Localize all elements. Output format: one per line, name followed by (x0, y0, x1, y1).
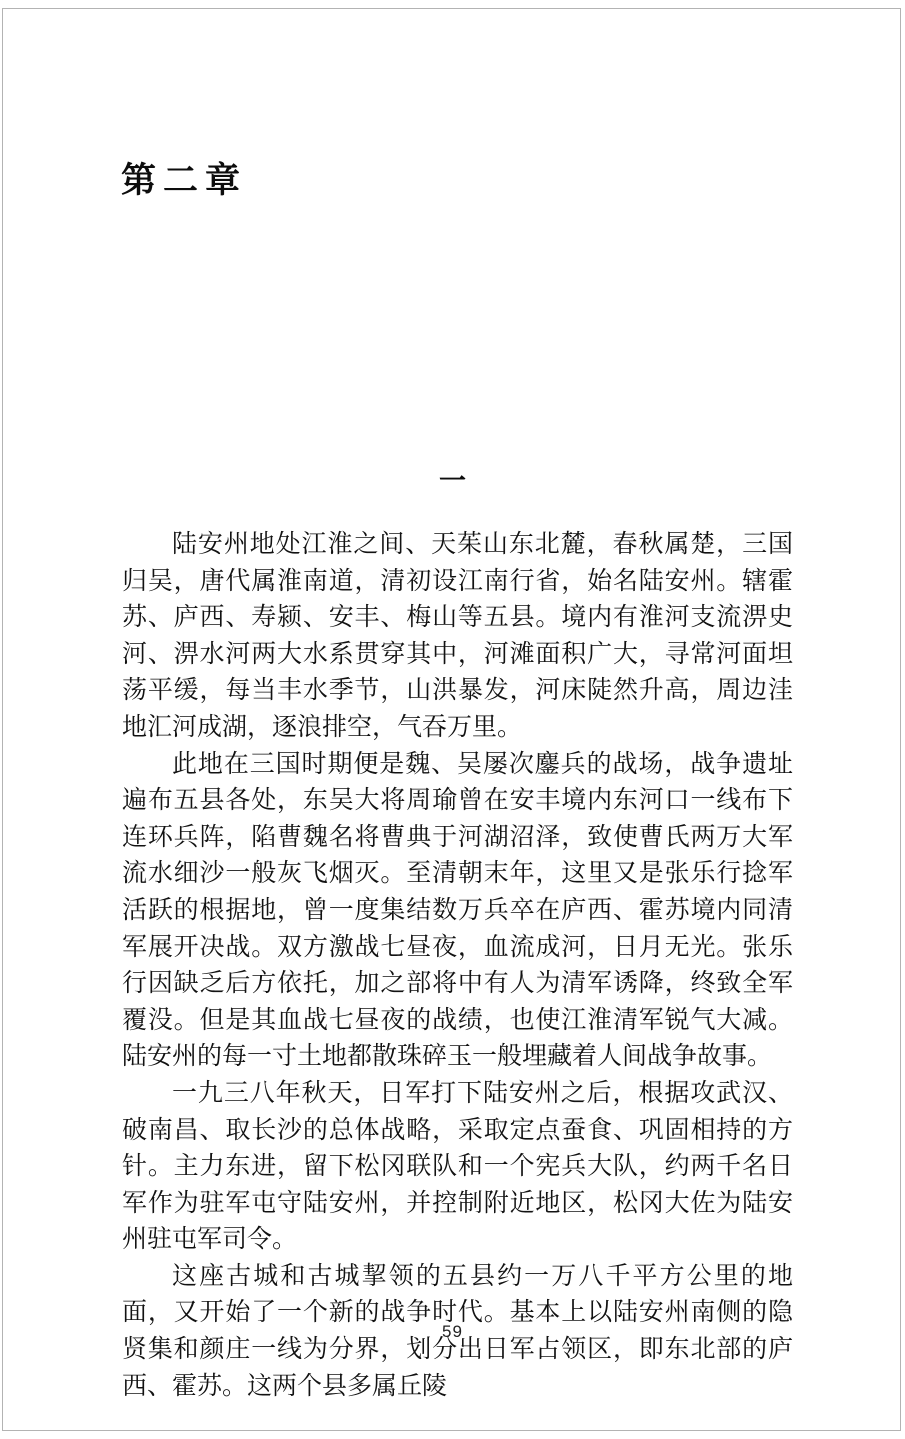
chapter-title: 第二章 (121, 161, 248, 200)
section-number: 一 (439, 466, 466, 496)
paragraph-region-intro: 陆安州地处江淮之间、天茱山东北麓，春秋属楚，三国归吴，唐代属淮南道，清初设江南行省，始名陆安州。辖霍苏、庐西、寿颍、安丰、梅山等五县。境内有淮河支流淠史河、淠水河两大水系贯穿其中，河滩面积广大，寻常河面坦荡平缓，每当丰水季节，山洪暴发，河床陡然升高，周边洼地汇河成湖，逐浪排空，气吞万里。 (122, 531, 793, 741)
paragraph-new-war-era: 这座古城和古城挈领的五县约一万八千平方公里的地面，又开始了一个新的战争时代。基本上以陆安州南侧的隐贤集和颜庄一线为分界，划分出日军占领区，即东北部的庐西、霍苏。这两个县多属丘陵 (122, 1262, 793, 1400)
paragraph-japanese-occupation: 一九三八年秋天，日军打下陆安州之后，根据攻武汉、破南昌、取长沙的总体战略，采取定点蚕食、巩固相持的方针。主力东进，留下松冈联队和一个宪兵大队，约两千名日军作为驻军屯守陆安州，并控制附近地区，松冈大佐为陆安州驻屯军司令。 (122, 1079, 793, 1254)
body-text (122, 527, 793, 1405)
paragraph-history-battles: 此地在三国时期便是魏、吴屡次鏖兵的战场，战争遗址遍布五县各处，东吴大将周瑜曾在安丰境内东河口一线布下连环兵阵，陷曹魏名将曹典于河湖沼泽，致使曹氏两万大军流水细沙一般灰飞烟灭。至清朝末年，这里又是张乐行捻军活跃的根据地，曾一度集结数万兵卒在庐西、霍苏境内同清军展开决战。双方激战七昼夜，血流成河，日月无光。张乐行因缺乏后方依托，加之部将中有人为清军诱降，终致全军覆没。但是其血战七昼夜的战绩，也使江淮清军锐气大减。陆安州的每一寸土地都散珠碎玉一般埋藏着人间战争故事。 (122, 750, 793, 1071)
page-number: 59 (442, 1322, 463, 1341)
